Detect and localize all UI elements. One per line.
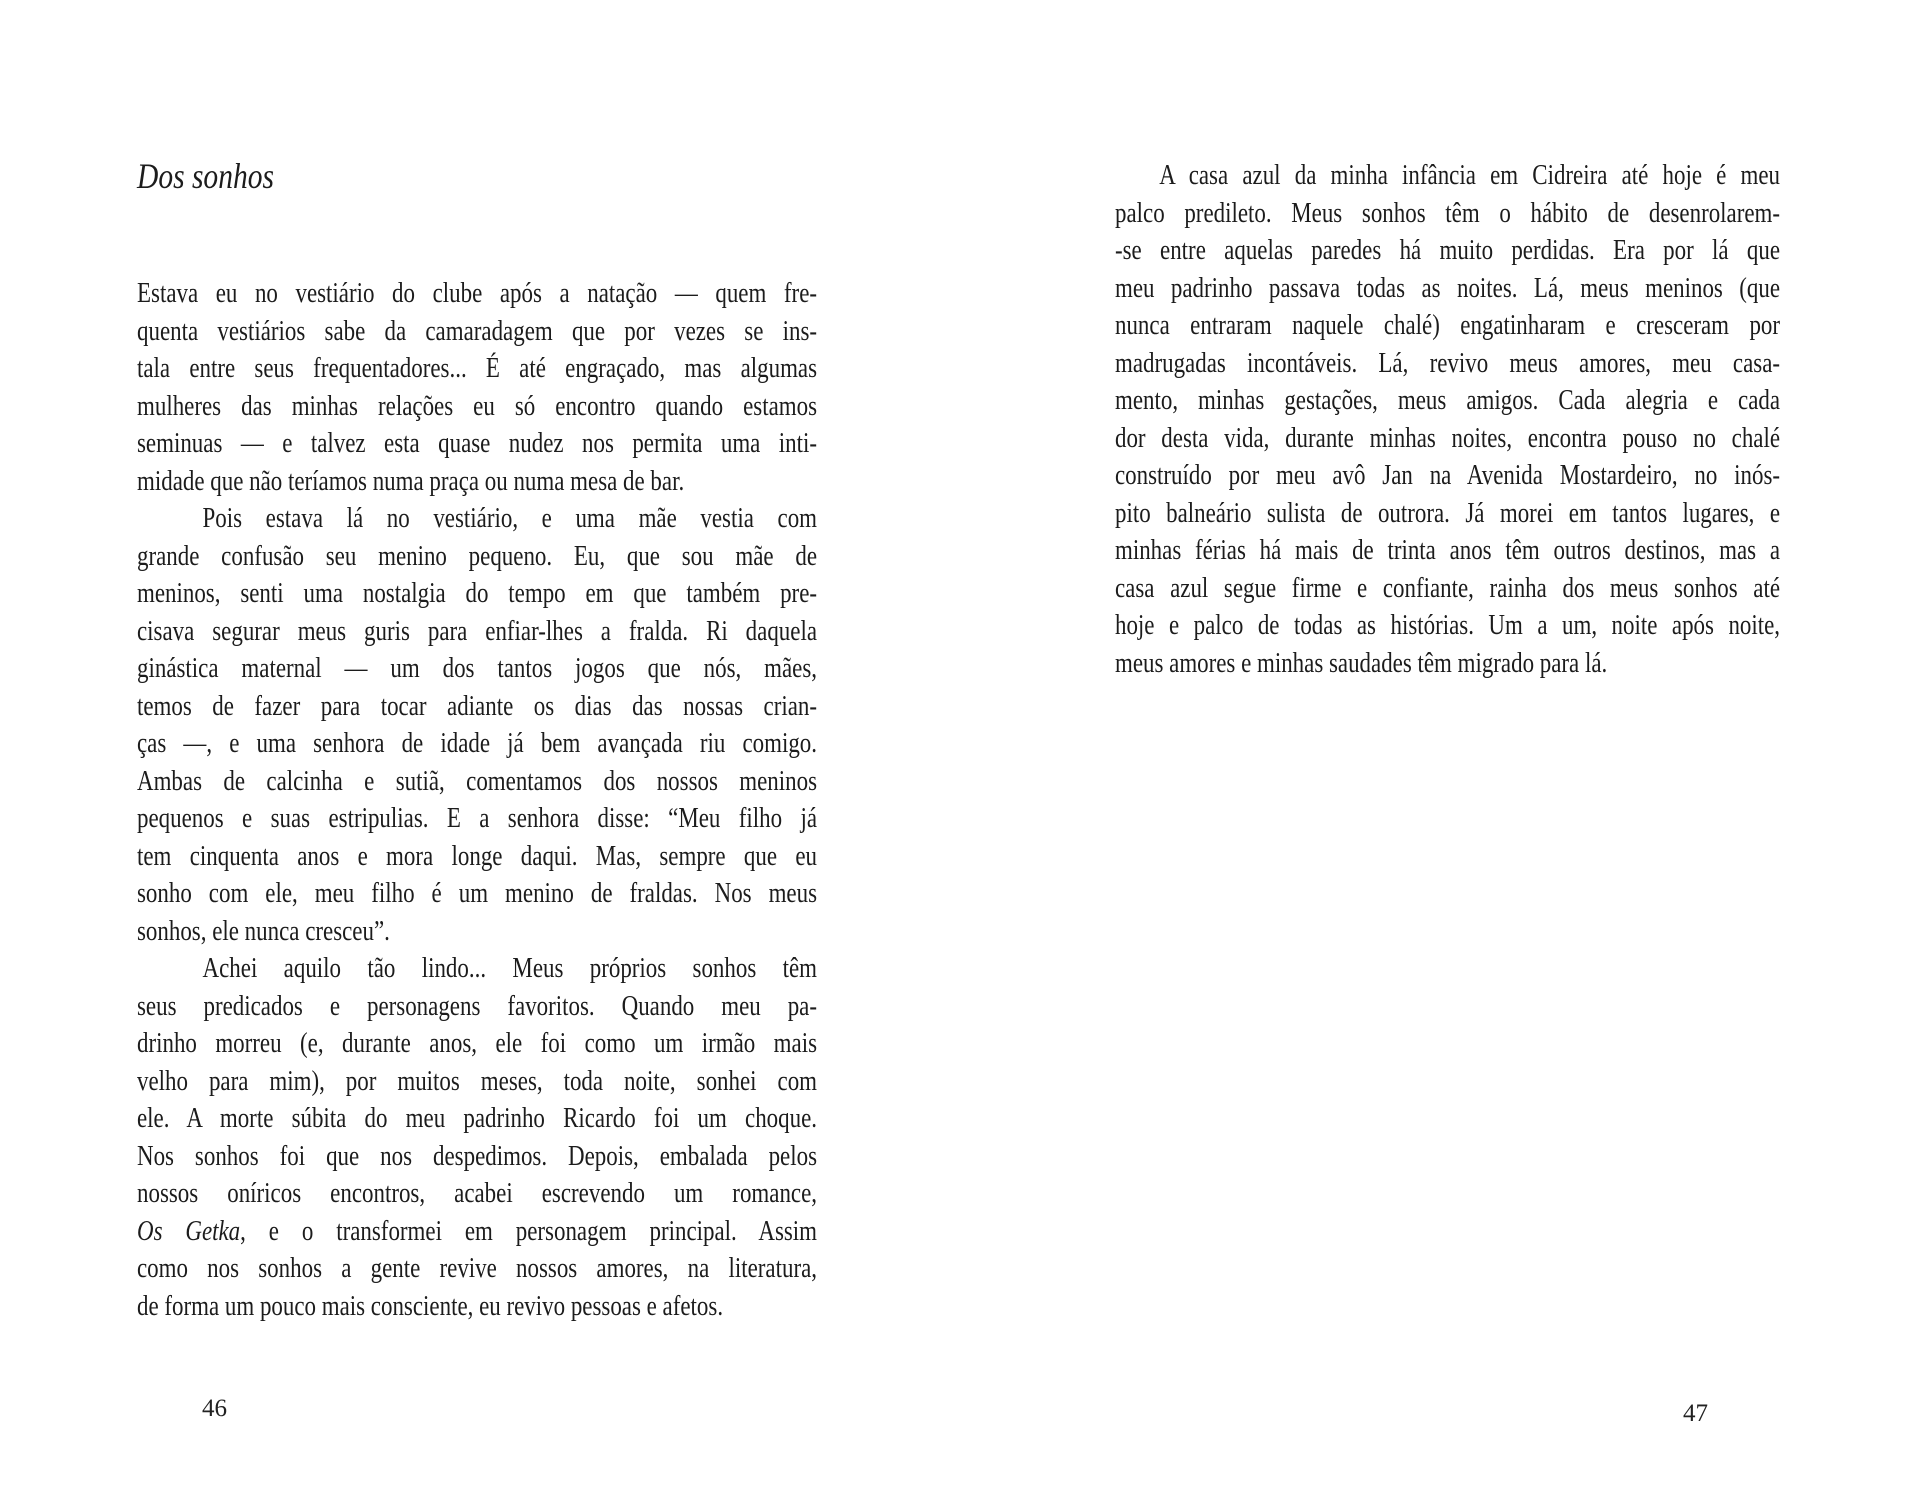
text-line: pito balneário sulista de outrora. Já morei em tantos lugares, e	[1115, 497, 1781, 529]
page-number-right: 47	[1683, 1400, 1708, 1427]
right-page-body-text	[1115, 157, 1780, 682]
text-line: como nos sonhos a gente revive nossos amores, na literatura,	[137, 1253, 818, 1284]
text-line: palco predileto. Meus sonhos têm o hábito de desenrolarem-	[1115, 197, 1781, 229]
text-line: meu padrinho passava todas as noites. Lá, meus meninos (que	[1115, 272, 1781, 304]
text-line: hoje e palco de todas as histórias. Um a um, noite após noite,	[1115, 610, 1781, 641]
text-line: casa azul segue firme e confiante, rainha dos meus sonhos até	[1115, 572, 1781, 604]
text-line: nossos oníricos encontros, acabei escrevendo um romance,	[137, 1178, 818, 1209]
text-line: tem cinquenta anos e mora longe daqui. Mas, sempre que eu	[137, 840, 818, 872]
text-line: A casa azul da minha infância em Cidreira até hoje é meu	[1159, 160, 1781, 191]
text-line: grande confusão seu menino pequeno. Eu, que sou mãe de	[137, 540, 818, 572]
text-line: ginástica maternal — um dos tantos jogos que nós, mães,	[137, 653, 818, 684]
text-line: seus predicados e personagens favoritos. Quando meu pa-	[137, 990, 818, 1022]
text-line: Pois estava lá no vestiário, e uma mãe vestia com	[202, 503, 818, 534]
text-line: Estava eu no vestiário do clube após a natação — quem fre-	[137, 278, 818, 309]
text-line: midade que não teríamos numa praça ou numa mesa de bar.	[137, 465, 685, 497]
left-page-body-text	[137, 275, 817, 1325]
text-line: cisava segurar meus guris para enfiar-lhes a fralda. Ri daquela	[137, 615, 818, 647]
text-line: sonhos, ele nunca cresceu”.	[137, 915, 390, 947]
text-line: seminuas — e talvez esta quase nudez nos permita uma inti-	[137, 428, 818, 459]
text-line: ele. A morte súbita do meu padrinho Ricardo foi um choque.	[137, 1103, 818, 1134]
text-line: Achei aquilo tão lindo... Meus próprios sonhos têm	[202, 953, 818, 984]
text-line: quenta vestiários sabe da camaradagem que por vezes se ins-	[137, 315, 818, 347]
text-line: pequenos e suas estripulias. E a senhora disse: “Meu filho já	[137, 803, 818, 834]
text-line: Ambas de calcinha e sutiã, comentamos dos nossos meninos	[137, 765, 818, 797]
text-line: minhas férias há mais de trinta anos têm outros destinos, mas a	[1115, 535, 1781, 566]
text-line: nunca entraram naquele chalé) engatinharam e cresceram por	[1115, 310, 1781, 341]
text-line: Os Getka, e o transformei em personagem principal. Assim	[137, 1215, 818, 1247]
text-line: ças —, e uma senhora de idade já bem avançada riu comigo.	[137, 728, 818, 759]
text-line: temos de fazer para tocar adiante os dias das nossas crian-	[137, 690, 818, 722]
text-line: velho para mim), por muitos meses, toda noite, sonhei com	[137, 1065, 818, 1097]
text-line: sonho com ele, meu filho é um menino de fraldas. Nos meus	[137, 878, 818, 909]
chapter-title: Dos sonhos	[137, 156, 274, 196]
text-line: madrugadas incontáveis. Lá, revivo meus amores, meu casa-	[1115, 347, 1781, 379]
text-line: meus amores e minhas saudades têm migrado para lá.	[1115, 647, 1608, 679]
text-line: construído por meu avô Jan na Avenida Mostardeiro, no inós-	[1115, 460, 1781, 491]
text-line: dor desta vida, durante minhas noites, encontra pouso no chalé	[1115, 422, 1781, 454]
text-line: -se entre aquelas paredes há muito perdidas. Era por lá que	[1115, 235, 1781, 266]
text-line: meninos, senti uma nostalgia do tempo em que também pre-	[137, 578, 818, 609]
page-number-left: 46	[202, 1395, 227, 1422]
text-line: de forma um pouco mais consciente, eu revivo pessoas e afetos.	[137, 1290, 724, 1322]
text-line: Nos sonhos foi que nos despedimos. Depois, embalada pelos	[137, 1140, 818, 1172]
text-line: mulheres das minhas relações eu só encontro quando estamos	[137, 390, 818, 422]
text-line: tala entre seus frequentadores... É até engraçado, mas algumas	[137, 353, 818, 384]
text-line: drinho morreu (e, durante anos, ele foi como um irmão mais	[137, 1028, 818, 1059]
text-line: mento, minhas gestações, meus amigos. Cada alegria e cada	[1115, 385, 1781, 416]
